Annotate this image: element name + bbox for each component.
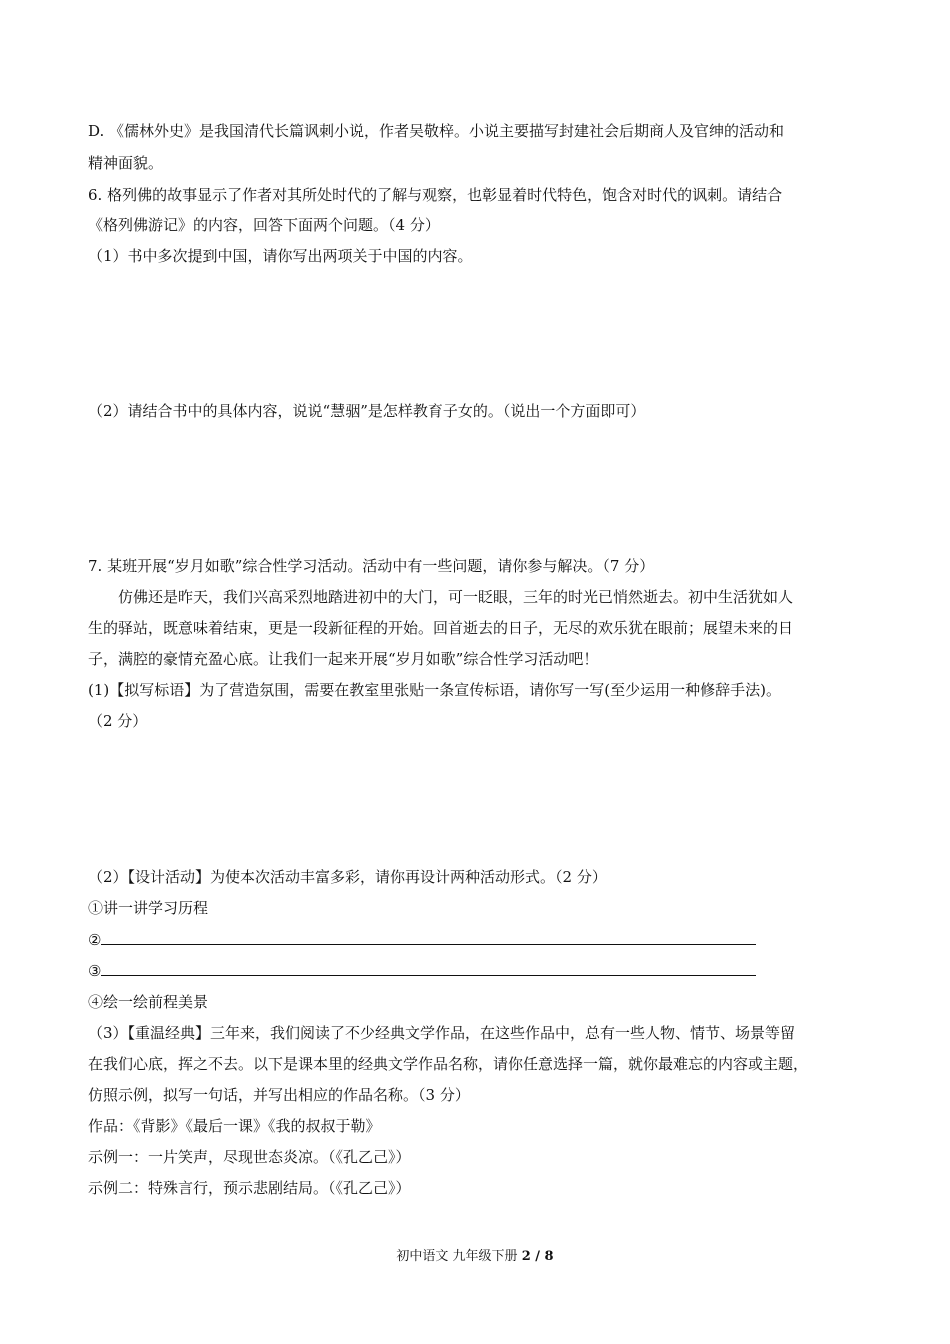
q6-part2: （2）请结合书中的具体内容，说说“慧骃”是怎样教育子女的。（说出一个方面即可） xyxy=(88,402,646,420)
activity-2 xyxy=(88,929,756,951)
activity-3-answer-blank[interactable] xyxy=(101,961,756,976)
footer-page-number: 2 / 8 xyxy=(521,1249,554,1264)
q6-stem-line1: 6. 格列佛的故事显示了作者对其所处时代的了解与观察，也彰显着时代特色，饱含对时代的讽刺。请结合 xyxy=(88,186,783,204)
activity-3-marker: ③ xyxy=(88,962,102,980)
q7-passage-line1: 仿佛还是昨天，我们兴高采烈地踏进初中的大门，可一眨眼，三年的时光已悄然逝去。初中生活犹如人 xyxy=(118,588,794,606)
q7-stem: 7. 某班开展“岁月如歌”综合性学习活动。活动中有一些问题，请你参与解决。（7 分） xyxy=(88,557,655,575)
q7-part1-line1: (1)【拟写标语】为了营造氛围，需要在教室里张贴一条宣传标语，请你写一写(至少运用一种修辞手法)。 xyxy=(88,681,781,699)
activity-1: ①讲一讲学习历程 xyxy=(88,899,209,917)
q7-part1-line2: （2 分） xyxy=(88,712,148,730)
example-2: 示例二：特殊言行，预示悲剧结局。（《孔乙己》） xyxy=(88,1179,411,1197)
q7-part2: （2）【设计活动】为使本次活动丰富多彩，请你再设计两种活动形式。（2 分） xyxy=(88,868,607,886)
q6-part1: （1）书中多次提到中国，请你写出两项关于中国的内容。 xyxy=(88,247,473,265)
q7-part3-line1: （3）【重温经典】三年来，我们阅读了不少经典文学作品，在这些作品中，总有一些人物、情节、场景等留 xyxy=(88,1024,796,1042)
works-list: 作品：《背影》《最后一课》《我的叔叔于勒》 xyxy=(88,1117,381,1135)
q7-part3-line3: 仿照示例，拟写一句话，并写出相应的作品名称。（3 分） xyxy=(88,1086,470,1104)
q7-part3-line2: 在我们心底，挥之不去。以下是课本里的经典文学作品名称，请你任意选择一篇，就你最难忘的内容或主题， xyxy=(88,1055,809,1073)
activity-2-answer-blank[interactable] xyxy=(101,930,756,945)
option-d-line2: 精神面貌。 xyxy=(88,154,164,172)
q7-passage-line2: 生的驿站，既意味着结束，更是一段新征程的开始。回首逝去的日子，无尽的欢乐犹在眼前；展望未来的日 xyxy=(88,619,794,637)
activity-4: ④绘一绘前程美景 xyxy=(88,993,209,1011)
q6-stem-line2: 《格列佛游记》的内容，回答下面两个问题。（4 分） xyxy=(88,216,440,234)
page-footer xyxy=(0,1248,950,1266)
example-1: 示例一：一片笑声，尽现世态炎凉。（《孔乙己》） xyxy=(88,1148,411,1166)
footer-subject: 初中语文 九年级下册 xyxy=(396,1249,522,1264)
activity-3 xyxy=(88,960,756,982)
option-d-line1: D. 《儒林外史》是我国清代长篇讽刺小说，作者吴敬梓。小说主要描写封建社会后期商人及官绅的活动和 xyxy=(88,122,785,140)
activity-2-marker: ② xyxy=(88,931,102,949)
q7-passage-line3: 子，满腔的豪情充盈心底。让我们一起来开展“岁月如歌”综合性学习活动吧！ xyxy=(88,650,599,668)
